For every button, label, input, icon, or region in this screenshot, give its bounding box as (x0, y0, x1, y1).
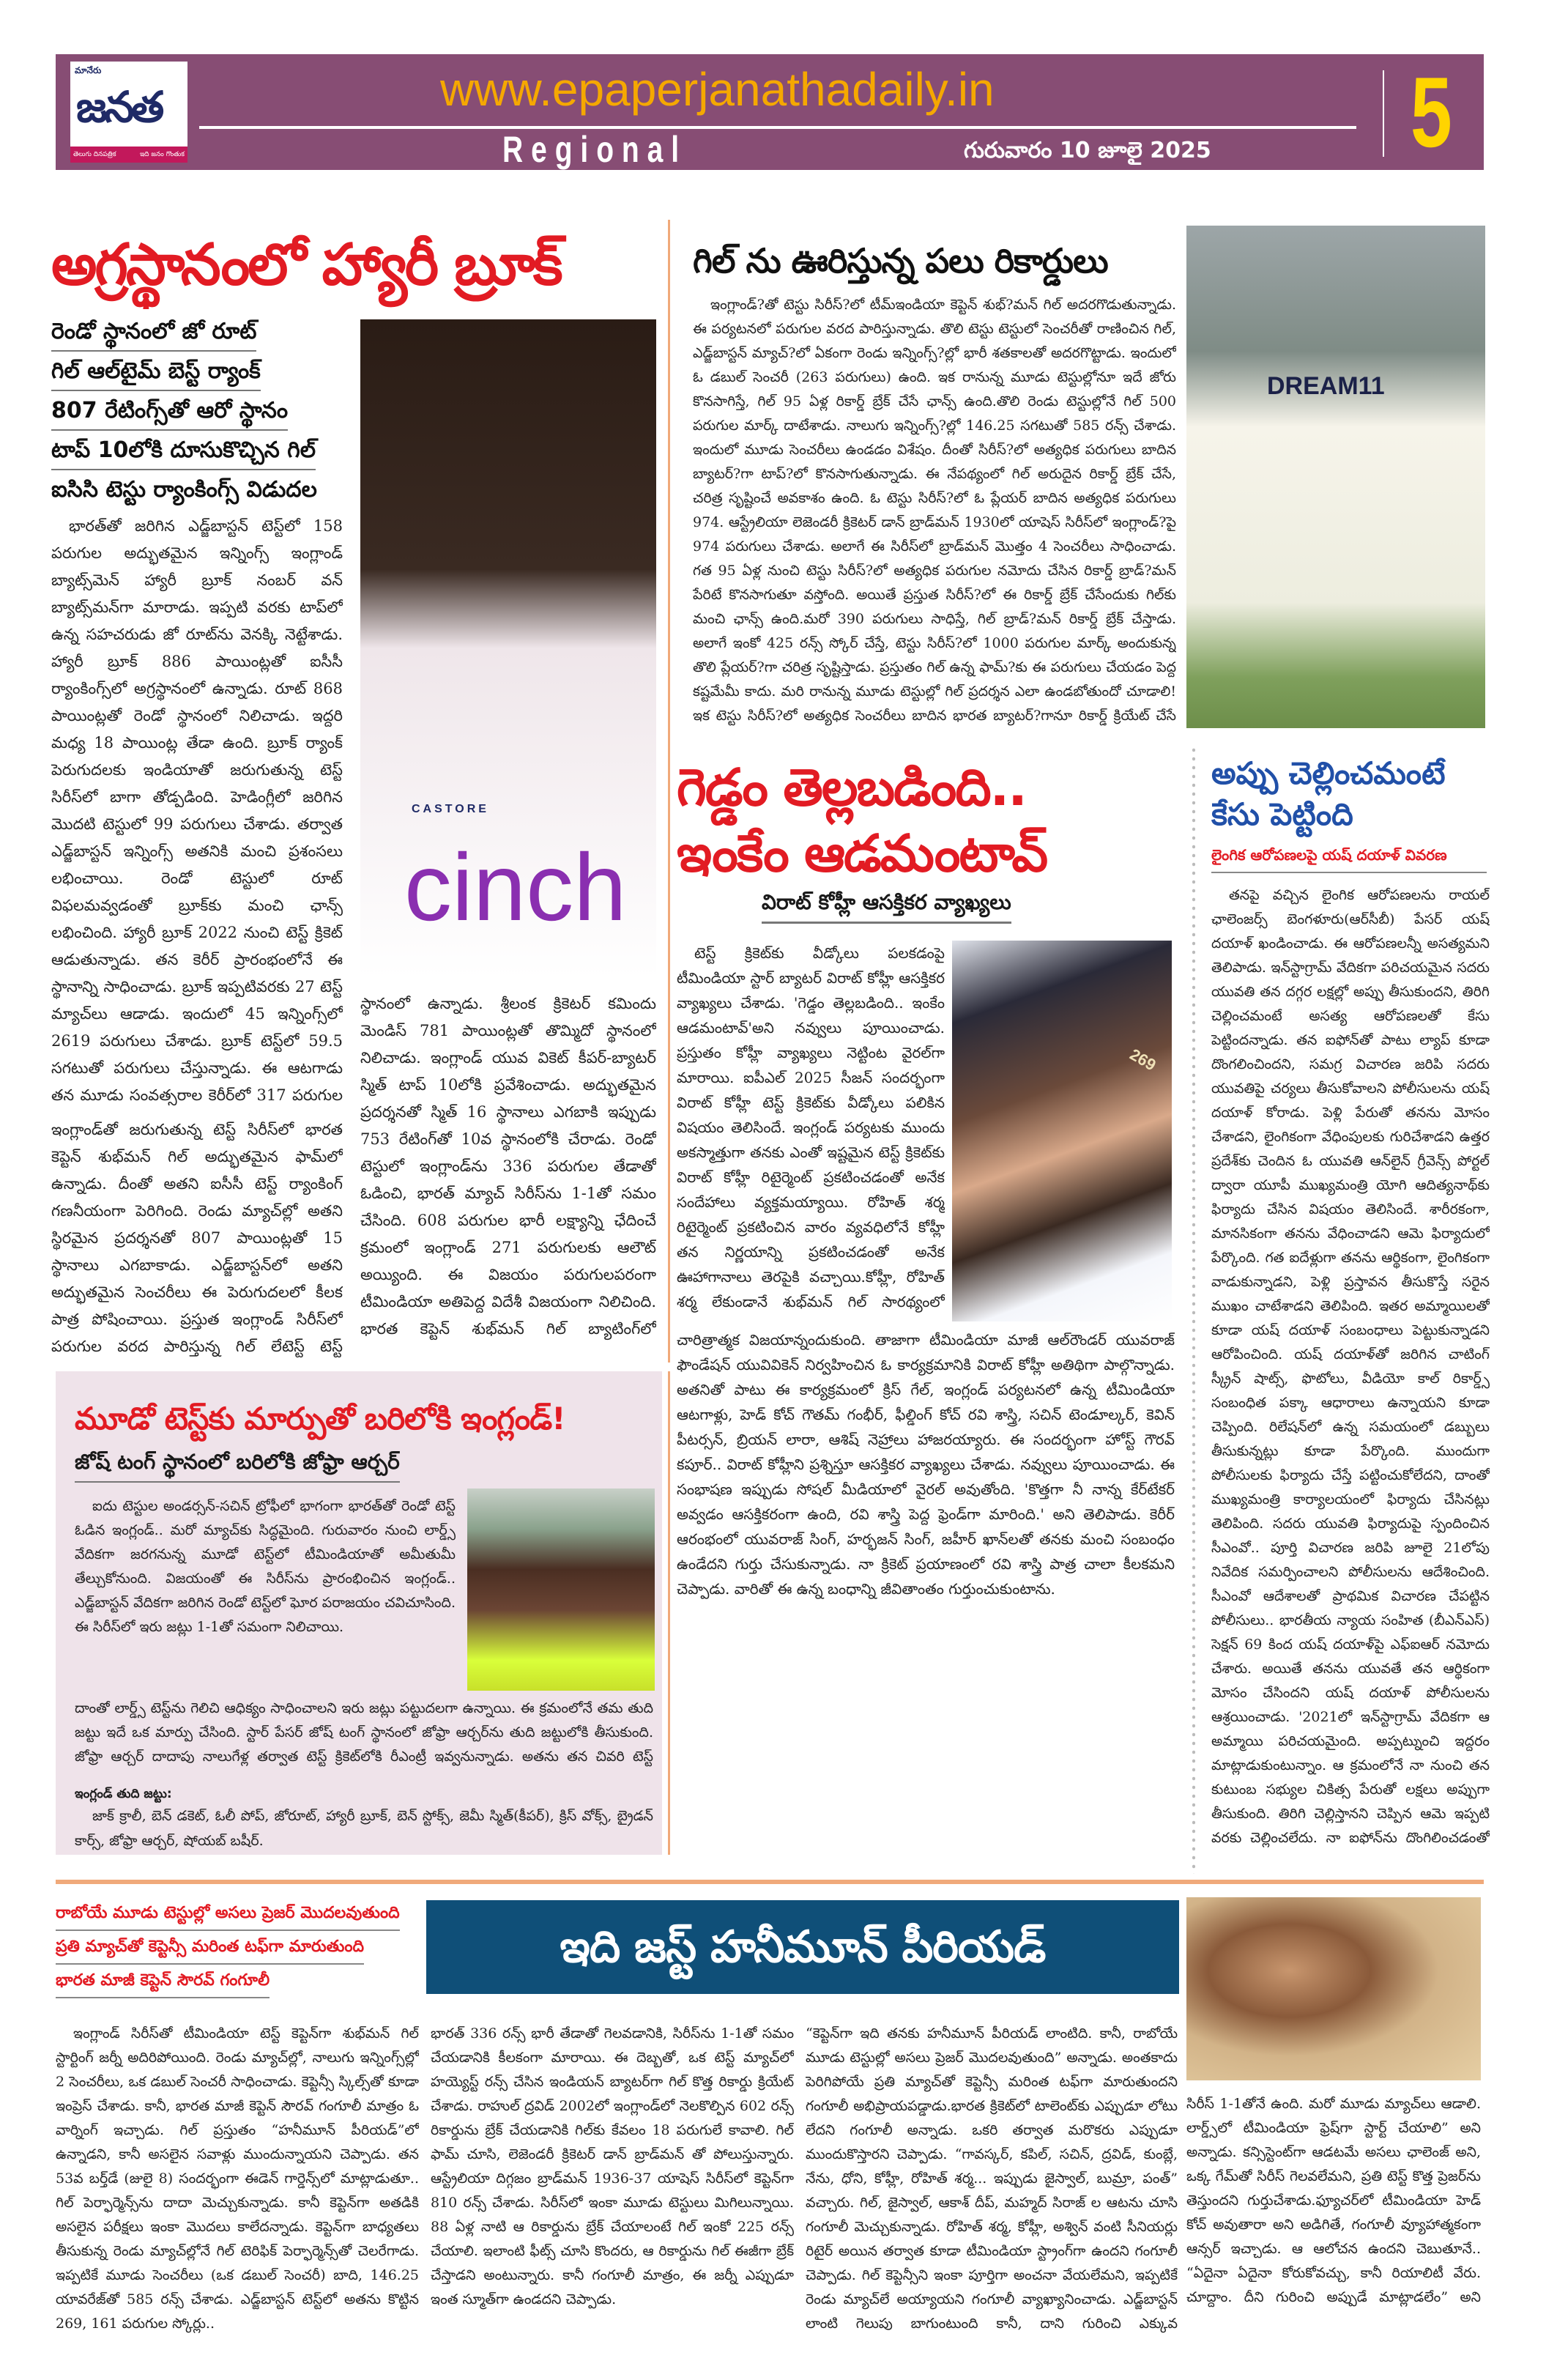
headline[interactable]: అగ్రస్థానంలో హ్యారీ బ్రూక్ (51, 232, 561, 298)
headline[interactable]: గిల్ ను ఊరిస్తున్న పలు రికార్డులు (693, 241, 1108, 281)
squad-list: జాక్ క్రాలీ, బెన్ డకెట్, ఓలీ పోప్, జోరూట్, హ్యారీ బ్రూక్, బెన్ స్టోక్స్, జెమీ స్మిత్(కీపర్), క్రిస్ వోక్స్, బ్రైడన్ కార్స్, జోఫ్రా ఆర్చర్, షోయబ్ బషీర్. (75, 1808, 653, 1849)
shirt-brand-text: CASTORE (412, 803, 489, 815)
section-name: Regional (502, 129, 688, 170)
sourav-ganguly-photo (1186, 1897, 1481, 2080)
dotted-divider (1192, 746, 1195, 1874)
shirt-sponsor-text: DREAM11 (1267, 372, 1385, 400)
subhead: ప్రతి మ్యాచ్‌తో కెప్టెన్సీ మరింత టఫ్‌గా మారుతుంది (56, 1931, 364, 1965)
article-body-col-1: ఇంగ్లాండ్ సిరీస్‌తో టీమిండియా టెస్ట్ కెప్టెన్‌గా శుభ్‌మన్ గిల్ స్టార్టింగ్ జర్నీ అదిరిపోయింది. రెండు మ్యాచ్‌ల్లో, నాలుగు ఇన్నింగ్స్‌ల్లో 2 సెంచరీలు, ఒక డబుల్ సెంచరీ సాధించాడు. కెప్టెన్సీ స్కిల్స్‌తో కూడా ఇంప్రెస్ చేశాడు. కానీ, భారత మాజీ కెప్టెన్ సౌరవ్ గంగూలీ మాత్రం ఓ వార్నింగ్ ఇచ్చాడు. గిల్ ప్రస్తుతం “హనీమూన్ పీరియడ్”లో ఉన్నాడని, కానీ అసలైన సవాళ్లు ముందున్నాయని చెప్పాడు. తన 53వ బర్త్‌డే (జులై 8) సందర్భంగా ఈడెన్ గార్డెన్స్‌లో మాట్లాడుతూ.. గిల్ పెర్ఫార్మెన్స్‌ను దాదా మెచ్చుకున్నాడు. కానీ కెప్టెన్‌గా అతడికి అసలైన పరీక్షలు ఇంకా మొదలు కాలేదన్నాడు. కెప్టెన్‌గా బాధ్యతలు తీసుకున్న రెండు మ్యాచ్‌ల్లోనే గిల్ టెరిఫిక్ పెర్ఫార్మెన్స్‌తో చెలరేగాడు. ఇప్పటికే మూడు సెంచరీలు (ఒక డబుల్ సెంచరీ) బాది, 146.25 యావరేజ్‌తో 585 రన్స్ చేశాడు. ఎడ్జ్‌బాస్టన్ టెస్ట్‌లో అతను కొట్టిన 269, 161 పరుగుల స్కోర్లు.. (56, 2025, 419, 2332)
newspaper-logo[interactable] (70, 62, 187, 163)
article-body: భారత్‌తో జరిగిన ఎడ్జ్‌బాస్టన్ టెస్ట్‌లో 158 పరుగుల అద్భుతమైన ఇన్నింగ్స్ ఇంగ్లాండ్ బ్యాట్స్‌మెన్ హ్యారీ బ్రూక్ నంబర్ వన్ బ్యాట్స్‌మన్‌గా మారాడు. ఇప్పటి వరకు టాప్‌లో ఉన్న సహచరుడు జో రూట్‌ను వెనక్కి నెట్టేశాడు. హ్యారీ బ్రూక్ 886 పాయింట్లతో ఐసీసీ ర్యాంకింగ్స్‌లో అగ్రస్థానంలో ఉన్నాడు. రూట్ 868 పాయింట్లతో రెండో స్థానంలో నిలిచాడు. ఇద్దరి మధ్య 18 పాయింట్ల తేడా ఉంది. బ్రూక్ ర్యాంక్ పెరుగుదలకు ఇండియాతో జరుగుతున్న టెస్ట్ సిరీస్‌లో బాగా తోడ్పడింది. హెడింగ్లీలో జరిగిన మొదటి టెస్టులో 99 పరుగులు చేశాడు. తర్వాత ఎడ్జ్‌బాస్టన్ ఇన్నింగ్స్ అతనికి మంచి ప్రశంసలు లభించాయి. రెండో టెస్టులో రూట్ విఫలమవ్వడంతో బ్రూక్‌కు మంచి ఛాన్స్ లభించింది. హ్యారీ బ్రూక్ 2022 నుంచి టెస్ట్ క్రికెట్ ఆడుతున్నాడు. తన కెరీర్ ప్రారంభంలోనే ఈ స్థానాన్ని సాధించాడు. బ్రూక్ ఇప్పటివరకు 27 టెస్ట్ మ్యాచ్‌లు ఆడాడు. ఇందులో 45 ఇన్నింగ్స్‌లో 2619 పరుగులు చేశాడు. బ్రూక్ టెస్ట్‌లో 59.5 సగటుతో పరుగులు చేస్తున్నాడు. ఈ ఆటగాడు తన మూడు సంవత్సరాల కెరీర్‌లో 317 పరుగుల (51, 517, 343, 1104)
headline[interactable]: అప్పు చెల్లించమంటే కేసు పెట్టింది (1211, 755, 1446, 832)
cap-number: 269 (1126, 1045, 1159, 1075)
subhead: జోష్ టంగ్ స్థానంలో బరిలోకి జోఫ్రా ఆర్చర్ (75, 1447, 400, 1483)
jofra-archer-photo (467, 1489, 655, 1691)
harry-brook-photo (360, 319, 656, 977)
subheads (56, 1897, 422, 1998)
headline-line-1: గెడ్డం తెల్లబడింది.. (677, 757, 1026, 818)
subhead: టాప్ 10లోకి దూసుకొచ్చిన గిల్ (51, 435, 316, 470)
logo-tagline-band (70, 147, 187, 163)
column-divider (668, 220, 670, 1363)
subhead: లైంగిక ఆరోపణలపై యష్ దయాళ్ వివరణ (1211, 844, 1487, 873)
subheads (51, 316, 344, 513)
issue-date: గురువారం 10 జూలై 2025 (964, 138, 1211, 163)
headline-line-2: ఇంకేం ఆడమంటావ్ (677, 823, 1047, 883)
article-england-box (56, 1371, 662, 1855)
logo-name: జనత (76, 82, 162, 132)
subhead: భారత మాజీ కెప్టెన్ సౌరవ్ గంగూలీ (56, 1965, 270, 1998)
masthead (56, 54, 1484, 170)
article-body-col-2: భారత్ 336 రన్స్ భారీ తేడాతో గెలవడానికి, సిరీస్‌ను 1-1తో సమం చేయడానికి కీలకంగా మారాయి. ఈ దెబ్బతో, ఒక టెస్ట్ మ్యాచ్‌లో హయ్యెస్ట్ రన్స్ చేసిన ఇండియన్ బ్యాటర్‌గా గిల్ కొత్త రికార్డు క్రియేట్ చేశాడు. రాహుల్ ద్రవిడ్ 2002లో ఇంగ్లాండ్‌లో నెలకొల్పిన 602 రన్స్ రికార్డును బ్రేక్ చేయడానికి గిల్‌కు కేవలం 18 పరుగులే కావాలి. గిల్ ఫామ్ చూసి, లెజెండరీ క్రికెటర్ డాన్ బ్రాడ్‌మన్ తో పోలుస్తున్నారు. ఆస్ట్రేలియా దిగ్గజం బ్రాడ్‌మన్ 1936-37 యాషెస్ సిరీస్‌లో కెప్టెన్‌గా 810 రన్స్ చేశాడు. సిరీస్‌లో ఇంకా మూడు టెస్టులు మిగిలున్నాయి. 88 ఏళ్ల నాటి ఆ రికార్డును బ్రేక్ చేయాలంటే గిల్ ఇంకో 225 రన్స్ చేయాలి. ఇలాంటి ఫీట్స్ చూసి కొందరు, ఆ రికార్డును గిల్ ఈజీగా బ్రేక్ చేస్తాడని అంటున్నారు. కానీ గంగూలీ మాత్రం, ఈ జర్నీ ఎప్పుడూ ఇంత స్మూత్‌గా ఉండదని చెప్పాడు. (431, 2025, 794, 2307)
article-body: ఐదు టెస్టుల అండర్సన్-సచిన్ ట్రోఫీలో భాగంగా భారత్‌తో రెండో టెస్ట్ ఓడిన ఇంగ్లండ్.. మరో మ్యాచ్‌కు సిద్ధమైంది. గురువారం నుంచి లార్డ్స్ వేదికగా జరగనున్న మూడో టెస్ట్‌లో టీమిండియాతో అమీతుమీ తేల్చుకోనుంది. విజయంతో ఈ సిరీస్‌ను ప్రారంభించిన ఇంగ్లండ్.. ఎడ్జ్‌బాస్టన్ వేదికగా జరిగిన రెండో టెస్ట్‌లో ఘోర పరాజయం చవిచూసింది. ఈ సిరీస్‌లో ఇరు జట్లు 1-1తో సమంగా నిలిచాయి. (75, 1498, 456, 1635)
headline[interactable] (677, 755, 1175, 886)
logo-top-text: మానేరు (75, 65, 102, 75)
article-body-col-3: “కెప్టెన్‌గా ఇది తనకు హనీమూన్ పీరియడ్ లాంటిది. కానీ, రాబోయే మూడు టెస్టుల్లో అసలు ప్రెజర్ మొదలవుతుంది” అన్నాడు. అంతకాదు పెరిగిపోయే ప్రతి మ్యాచ్‌తో కెప్టెన్సీ మరింత టఫ్‌గా మారుతుందని గంగూలీ అభిప్రాయపడ్డాడు.భారత క్రికెట్‌లో టాలెంట్‌కు ఎప్పుడూ లోటు లేదని గంగూలీ అన్నాడు. ఒకరి తర్వాత మరొకరు ఎప్పుడూ ముందుకొస్తారని చెప్పాడు. “గావస్కర్, కపిల్, సచిన్, ద్రవిడ్, కుంబ్లే, నేను, ధోని, కోహ్లీ, రోహిత్ శర్మ... ఇప్పుడు జైస్వాల్, బుమ్రా, పంత్” వచ్చారు. గిల్, జైస్వాల్, ఆకాశ్ దీప్, మహ్మద్ సిరాజ్ ల ఆటను చూసి గంగూలీ మెచ్చుకున్నాడు. రోహిత్ శర్మ, కోహ్లీ, అశ్విన్ వంటి సీనియర్లు రిటైర్ అయిన తర్వాత కూడా టీమిండియా స్ట్రాంగ్‌గా ఉందని గంగూలీ చెప్పాడు. గిల్ కెప్టెన్సీని ఇంకా పూర్తిగా అంచనా వేయలేమని, ఇప్పటికే రెండు మ్యాచ్‌లే అయ్యాయని గంగూలీ వ్యాఖ్యానించాడు. ఎడ్జ్‌బాస్టన్ లాంటి గెలుపు బాగుంటుంది కానీ, దాని గురించి ఎక్కువ (806, 2025, 1178, 2332)
article-body-lower: ఇంగ్లాండ్‌తో జరుగుతున్న టెస్ట్ సిరీస్‌లో భారత కెప్టెన్ శుభ్‌మన్ గిల్ అద్భుతమైన ఫామ్‌లో ఉన్నాడు. దీంతో అతని ఐసీసీ టెస్ట్ ర్యాంకింగ్ గణనీయంగా పెరిగింది. రెండు మ్యాచ్‌ల్లో అతని స్థిరమైన ప్రదర్శనతో 807 పాయింట్లతో 15 స్థానాలు ఎగబాకాడు. ఎడ్జ్‌బాస్టన్‌లో అతని అద్భుతమైన సెంచరీలు ఈ పెరుగుదలలో కీలక పాత్ర పోషించాయి. ప్రస్తుత ఇంగ్లాండ్ సిరీస్‌లో పరుగుల వరద పారిస్తున్న గిల్ లేటెస్ట్ టెస్ట్ (51, 1121, 343, 1355)
headline[interactable]: మూడో టెస్ట్‌కు మార్పుతో బరిలోకి ఇంగ్లండ్! (75, 1401, 565, 1436)
subhead: ఐసిసి టెస్టు ర్యాంకింగ్స్ విడుదల (51, 477, 317, 503)
headline-banner[interactable]: ఇది జస్ట్ హనీమూన్ పీరియడ్ (426, 1900, 1179, 1994)
article-body-continued: దాంతో లార్డ్స్ టెస్ట్‌ను గెలిచి ఆధిక్యం సాధించాలని ఇరు జట్లు పట్టుదలగా ఉన్నాయి. ఈ క్రమంలోనే తమ తుది జట్టు ఇదే ఒక మార్పు చేసింది. స్టార్ పేసర్ జోష్ టంగ్ స్థానంలో జోఫ్రా ఆర్చర్‌ను తుది జట్టులోకి తీసుకుంది. జోఫ్రా ఆర్చర్ దాదాపు నాలుగేళ్ల తర్వాత టెస్ట్ క్రికెట్‌లోకి రీఎంట్రీ ఇవ్వనున్నాడు. అతను తన చివరి టెస్ట్ (75, 1700, 653, 1765)
subhead: గిల్ ఆల్‌టైమ్ బెస్ట్ ర్యాంక్ (51, 356, 261, 391)
masthead-divider (199, 126, 1356, 129)
logo-tagline-left: తెలుగు దినపత్రిక (73, 151, 116, 158)
column-divider (668, 1371, 670, 1855)
shirt-sponsor-text: cinch (404, 834, 627, 941)
article-body: తనపై వచ్చిన లైంగిక ఆరోపణలను రాయల్ ఛాలెంజర్స్ బెంగళూరు(ఆర్‌సీబీ) పేసర్ యష్ దయాళ్ ఖండించాడు. ఈ ఆరోపణలన్నీ అసత్యమని తెలిపాడు. ఇన్‌స్టాగ్రామ్ వేదికగా పరిచయమైన సదరు యువతి తన దగ్గర లక్షల్లో అప్పు తీసుకుందని, తిరిగి చెల్లించమంటే అసత్య ఆరోపణలతో కేసు పెట్టిందన్నాడు. తన ఐఫోన్‌తో పాటు ల్యాప్ కూడా దొంగలించిందని, సమగ్ర విచారణ జరిపి సదరు యువతిపై చర్యలు తీసుకోవాలని పోలీసులను యష్ దయాళ్ కోరాడు. పెళ్లి పేరుతో తనను మోసం చేశాడని, లైంగికంగా వేధింపులకు గురిచేశాడని ఉత్తర ప్రదేశ్‌కు చెందిన ఓ యువతి ఆన్‌లైన్ గ్రీవెన్స్ పోర్టల్ ద్వారా యూపీ ముఖ్యమంత్రి యోగి ఆదిత్యనాథ్‌కు ఫిర్యాదు చేసిన విషయం తెలిసిందే. శారీరకంగా, మానసికంగా తనను వేధించాడని ఆమె ఫిర్యాదులో పేర్కొంది. గత ఐదేళ్లుగా తనను ఆర్థికంగా, లైంగికంగా వాడుకున్నాడని, పెళ్లి ప్రస్తావన తీసుకొస్తే సరైన ముఖం చాటేశాడని తెలిపింది. ఇతర అమ్మాయిలతో కూడా యష్ దయాళ్ సంబంధాలు పెట్టుకున్నాడని ఆరోపించింది. యష్ దయాళ్‌తో జరిగిన చాటింగ్ స్క్రీన్ షాట్స్, ఫొటోలు, వీడియో కాల్ రికార్డ్స్ సంబంధిత పక్కా ఆధారాలు ఉన్నాయని కూడా చెప్పింది. రిలేషన్‌లో ఉన్న సమయంలో డబ్బులు తీసుకున్నట్లు కూడా పేర్కొంది. ముందుగా పోలీసులకు ఫిర్యాదు చేస్తే పట్టించుకోలేదని, దాంతో ముఖ్యమంత్రి కార్యాలయంలో ఫిర్యాదు చేసినట్లు తెలిపింది. సదరు యువతి ఫిర్యాదుపై స్పందించిన సీఎంవో.. పూర్తి విచారణ జరిపి జూలై 21లోపు నివేదిక సమర్పించాలని పోలీసులను ఆదేశించింది. సీఎంవో ఆదేశాలతో ప్రాథమిక విచారణ చేపట్టిన పోలీసులు.. భారతీయ న్యాయ సంహిత (బీఎన్ఎస్) సెక్షన్ 69 కింద యష్ దయాళ్‌పై ఎఫ్ఐఆర్ నమోదు చేశారు. అయితే తనను యువతే తన ఆర్థికంగా మోసం చేసిందని యష్ దయాళ్ పోలీసులను ఆశ్రయించాడు. '2021లో ఇన్‌స్టాగ్రామ్ వేదికగా ఆ అమ్మాయి పరిచయమైంది. అప్పట్నుంచి ఇద్దరం మాట్లాడుకుంటున్నాం. ఆ క్రమంలోనే నా నుంచి తన కుటుంబ సభ్యుల చికిత్స పేరుతో లక్షలు అప్పుగా తీసుకుంది. తిరిగి చెల్లిస్తానని చెప్పిన ఆమె ఇప్పటి వరకు చెల్లించలేదు. నా ఐఫోన్‌ను దొంగిలించడంతో (1211, 887, 1490, 1846)
section-divider (56, 1880, 1484, 1884)
subhead: విరాట్ కోహ్లీ ఆసక్తికర వ్యాఖ్యలు (762, 888, 1011, 924)
page-number: 5 (1411, 56, 1452, 168)
virat-kohli-photo (952, 941, 1172, 1321)
shubman-gill-photo (1186, 226, 1485, 728)
article-body: టెస్ట్ క్రికెట్‌కు వీడ్కోలు పలకడంపై టీమిండియా స్టార్ బ్యాటర్ విరాట్ కోహ్లీ ఆసక్తికర వ్యాఖ్యలు చేశాడు. 'గెడ్డం తెల్లబడింది.. ఇంకేం ఆడమంటావ్'అని నవ్వులు పూయించాడు. ప్రస్తుతం కోహ్లీ వ్యాఖ్యలు నెట్టింట వైరల్‌గా మారాయి. ఐపీఎల్ 2025 సీజన్ సందర్భంగా విరాట్ కోహ్లీ టెస్ట్ క్రికెట్‌కు వీడ్కోలు పలికిన విషయం తెలిసిందే. ఇంగ్లండ్ పర్యటకు ముందు అకస్మాత్తుగా తనకు ఎంతో ఇష్టమైన టెస్ట్ క్రికెట్‌కు విరాట్ కోహ్లీ రిటైర్మెంట్ ప్రకటించడంతో అనేక సందేహాలు వ్యక్తమయ్యాయి. రోహిత్ శర్మ రిటైర్మెంట్ ప్రకటించిన వారం వ్యవధిలోనే కోహ్లీ తన నిర్ణయాన్ని ప్రకటించడంతో అనేక ఊహాగానాలు తెరపైకి వచ్చాయి.కోహ్లీ, రోహిత్ శర్మ లేకుండానే శుభ్‌మన్ గిల్ సారథ్యంలో (677, 944, 945, 1311)
masthead-vertical-divider (1383, 70, 1384, 157)
article-body-continued: చారిత్రాత్మక విజయాన్నందుకుంది. తాజాగా టీమిండియా మాజీ ఆల్‌రౌండర్ యువరాజ్ ఫౌండేషన్ యువివికెన్ నిర్వహించిన ఓ కార్యక్రమానికి విరాట్ కోహ్లీ అతిథిగా పాల్గొన్నాడు. అతనితో పాటు ఈ కార్యక్రమంలో క్రిస్ గేల్, ఇంగ్లండ్ పర్యటనలో ఉన్న టీమిండియా ఆటగాళ్లు, హెడ్ కోచ్ గౌతమ్ గంభీర్, ఫీల్డింగ్ కోచ్ రవి శాస్త్రి, సచిన్ టెండూల్కర్, కెవిన్ పీటర్సన్, బ్రియన్ లారా, ఆశిష్ నెహ్రాలు హాజరయ్యారు. ఈ సందర్భంగా హోస్ట్ గౌరవ్ కపూర్.. విరాట్ కోహ్లీని ప్రశ్నిస్తూ ఆసక్తికర వ్యాఖ్యలు చేశాడు. నవ్వులు పూయించాడు. ఈ సంభాషణ ఇప్పుడు సోషల్ మీడియాలో వైరల్ అవుతోంది. 'కొత్తగా నీ నాన్న కేర్‌టేకర్ అవ్వడం ఆసక్తికరంగా ఉంది, రవి శాస్త్రి పెద్ద ఫ్రెండ్‌గా మారింది.' అని తెలిపాడు. కెరీర్ ఆరంభంలో యువరాజ్ సింగ్, హర్భజన్ సింగ్, జహీర్ ఖాన్‌లతో తనకు మంచి సంబంధం ఉండేదని గుర్తు చేసుకున్నాడు. నా క్రికెట్ ప్రయాణంలో రవి శాస్త్రి పాత్ర చాలా కీలకమని చెప్పాడు. వారితో ఈ ఉన్న బంధాన్ని జీవితాంతం గుర్తుంచుకుంటాను. (677, 1331, 1175, 1598)
site-url-link[interactable]: www.epaperjanathadaily.in (440, 63, 995, 116)
subhead: రాబోయే మూడు టెస్టుల్లో అసలు ప్రెజర్ మొదలవుతుంది (56, 1897, 400, 1931)
subhead: 807 రేటింగ్స్‌తో ఆరో స్థానం (51, 396, 288, 431)
article-body-col-4: సిరీస్ 1-1తోనే ఉంది. మరో మూడు మ్యాచ్‌లు ఆడాలి. లార్డ్స్‌లో టీమిండియా ఫ్రెష్‌గా స్టార్ట్ చేయాలి” అని అన్నాడు. కన్సిస్టెంట్‌గా ఆడటమే అసలు ఛాలెంజ్ అని, ఒక్క గేమ్‌తో సిరీస్ గెలవలేమని, ప్రతి టెస్ట్ కొత్త ప్రెజర్‌ను తెస్తుందని గుర్తుచేశాడు.ఫ్యూచర్‌లో టీమిండియా హెడ్ కోచ్ అవుతారా అని అడిగితే, గంగూలీ వ్యూహాత్మకంగా ఆన్సర్ ఇచ్చాడు. ఆ ఆలోచన ఉందని చెబుతూనే.. “ఏదైనా ఏదైనా కోరుకోవచ్చు, కానీ రియాలిటీ వేరు. చూద్దాం. దీని గురించి అప్పుడే మాట్లాడలేం” అని (1186, 2096, 1481, 2305)
subhead: రెండో స్థానంలో జో రూట్ (51, 316, 256, 352)
article-body: ఇంగ్లాండ్?తో టెస్టు సిరీస్?లో టీమ్ఇండియా కెప్టెన్ శుభ్?మన్ గిల్ అదరగొడుతున్నాడు. ఈ పర్యటనలో పరుగుల వరద పారిస్తున్నాడు. తొలి టెస్టు టెస్టులో సెంచరీతో రాణించిన గిల్, ఎడ్జ్‌బాస్టన్ మ్యాచ్?లో ఏకంగా రెండు ఇన్నింగ్స్?ల్లో భారీ శతకాలతో అదరగొట్టాడు. ఇందులో ఓ డబుల్ సెంచరీ (263 పరుగులు) ఉంది. ఇక రానున్న మూడు టెస్టుల్లోనూ ఇదే జోరు కొనసాగిస్తే, గిల్ 95 ఏళ్ల రికార్డ్ బ్రేక్ చేసే ఛాన్స్ ఉంది.తొలి రెండు టెస్టుల్లోనే గిల్ 500 పరుగుల మార్క్ దాటేశాడు. నాలుగు ఇన్నింగ్స్?ల్లో 146.25 సగటుతో 585 రన్స్ చేశాడు. ఇందులో మూడు సెంచరీలు ఉండడం విశేషం. దీంతో సిరీస్?లో అత్యధిక పరుగులు బాదిన బ్యాటర్?గా టాప్?లో కొనసాగుతున్నాడు. ఈ నేపథ్యంలో గిల్ అరుదైన రికార్డ్ బ్రేక్ చేసే, చరిత్ర సృష్టించే అవకాశం ఉంది. ఓ టెస్టు సిరీస్?లో ఓ ప్లేయర్ బాదిన అత్యధిక పరుగులు 974. ఆస్ట్రేలియా లెజెండరీ క్రికెటర్ డాన్ బ్రాడ్‌మన్ 1930లో యాషెస్ సిరీస్‌లో ఇంగ్లాండ్?పై 974 పరుగులు చేశాడు. అలాగే ఈ సిరీస్‌లో బ్రాడ్‌మన్ మొత్తం 4 సెంచరీలు సాధించాడు. గత 95 ఏళ్ల నుంచి టెస్టు సిరీస్?లో అత్యధిక పరుగుల నమోదు చేసిన రికార్డ్ బ్రాడ్?మన్ పేరిటే కొనసాగుతూ వస్తోంది. అయితే ప్రస్తుత సిరీస్?లో ఈ రికార్డ్ బ్రేక్ చేసేందుకు గిల్‌కు మంచి ఛాన్స్ ఉంది.మరో 390 పరుగులు సాధిస్తే, గిల్ బ్రాడ్?మన్ రికార్డ్ బ్రేక్ చేస్తాడు. అలాగే ఇంకో 425 రన్స్ స్కోర్ చేస్తే, టెస్టు సిరీస్?లో 1000 పరుగుల మార్క్ అందుకున్న తొలి ప్లేయర్?గా చరిత్ర సృష్టిస్తాడు. ప్రస్తుతం గిల్ ఉన్న ఫామ్?కు ఈ పరుగులు చేయడం పెద్ద కష్టమేమీ కాదు. మరి రానున్న మూడు టెస్టుల్లో గిల్ ప్రదర్శన ఎలా ఉండబోతుందో చూడాలి! ఇక టెస్టు సిరీస్?లో అత్యధిక సెంచరీలు బాదిన భారత బ్యాటర్?గానూ రికార్డ్ క్రియేట్ చేసే (693, 297, 1176, 724)
logo-tagline-right: ఇది జనం గొంతుక (139, 151, 185, 158)
article-body-continued: స్థానంలో ఉన్నాడు. శ్రీలంక క్రికెటర్ కమిందు మెండిస్ 781 పాయింట్లతో తొమ్మిదో స్థానంలో నిలిచాడు. ఇంగ్లాండ్ యువ వికెట్ కీపర్-బ్యాటర్ స్మిత్ టాప్ 10లోకి ప్రవేశించాడు. అద్భుతమైన ప్రదర్శనతో స్మిత్ 16 స్థానాలు ఎగబాకి ఇప్పుడు 753 రేటింగ్‌తో 10వ స్థానంలోకి చేరాడు. రెండో టెస్టులో ఇంగ్లాండ్‌ను 336 పరుగుల తేడాతో ఓడించి, భారత్ మ్యాచ్ సిరీస్‌ను 1-1తో సమం చేసింది. 608 పరుగుల భారీ లక్ష్యాన్ని ఛేదించే క్రమంలో ఇంగ్లాండ్ 271 పరుగులకు ఆలౌట్ అయ్యింది. ఈ విజయం పరుగులపరంగా టీమిండియా అతిపెద్ద విదేశీ విజయంగా నిలిచింది. భారత కెప్టెన్ శుభ్‌మన్ గిల్ బ్యాటింగ్‌లో (360, 995, 656, 1338)
squad-label: ఇంగ్లండ్ తుది జట్టు: (75, 1787, 172, 1801)
